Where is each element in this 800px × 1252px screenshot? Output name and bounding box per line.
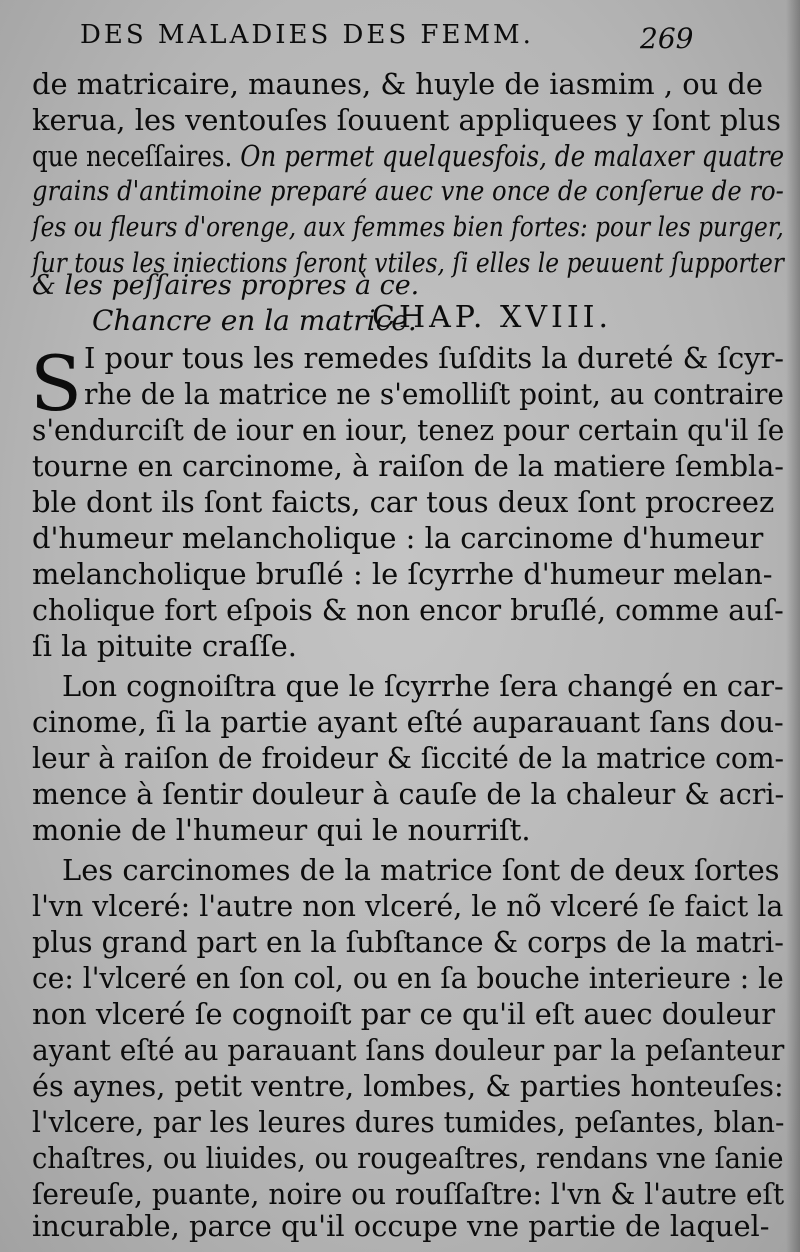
text-line: incurable, parce qu'il occupe vne partie de laquel- (32, 1209, 770, 1243)
page-number: 269 (640, 22, 694, 55)
text-line: ſereuſe, puante, noire ou rouſſaſtre: l'vn & l'autre eſt (32, 1177, 785, 1211)
text-line: plus grand part en la ſubſtance & corps de la matri- (32, 925, 784, 959)
text-line: ſi la pituite craſſe. (32, 629, 297, 663)
chapter-label: CHAP. XVIII. (372, 300, 613, 335)
text-line: cinome, ſi la partie ayant eſté auparauant ſans dou- (32, 705, 784, 739)
text-line: non vlceré ſe cognoiſt par ce qu'il eſt auec douleur (32, 997, 776, 1031)
section-title: Chancre en la matrice. (92, 304, 417, 337)
text-line: melancholique bruſlé : le ſcyrrhe d'humeur melan- (32, 557, 773, 591)
text-line: & les peſſaires propres à ce. (32, 270, 420, 301)
text-line (32, 138, 785, 174)
text-line: kerua, les ventouſes ſouuent appliquees y ſont plus (32, 103, 781, 137)
text-line: és aynes, petit ventre, lombes, & parties honteuſes: (32, 1069, 784, 1103)
text-line: I pour tous les remedes ſuſdits la dureté & ſcyr- (84, 341, 785, 375)
text-line: Lon cognoiſtra que le ſcyrrhe ſera changé en car- (62, 669, 784, 703)
text-line: Les carcinomes de la matrice ſont de deux ſortes (62, 853, 780, 887)
text-line: leur à raiſon de froideur & ſiccité de la matrice com- (32, 741, 785, 775)
text-line: ayant eſté au parauant ſans douleur par la peſanteur (32, 1033, 785, 1067)
text-line: l'vlcere, par les leures dures tumides, peſantes, blan- (32, 1105, 785, 1139)
text-line: grains d'antimoine preparé auec vne once de conſerue de ro- (32, 176, 784, 207)
page-edge-shadow (786, 0, 800, 1252)
running-header (80, 20, 720, 50)
text-segment: que neceſſaires. (32, 139, 241, 173)
drop-cap: S (30, 339, 83, 428)
text-line: monie de l'humeur qui le nourriſt. (32, 813, 531, 847)
italic-segment: On permet quelquesfois, de malaxer quatre (240, 139, 785, 173)
text-line: ble dont ils ſont faicts, car tous deux ſont procreez (32, 485, 775, 519)
text-line: chaſtres, ou liuides, ou rougeaſtres, rendans vne ſanie (32, 1141, 784, 1175)
running-title: DES MALADIES DES FEMM. (80, 20, 534, 50)
text-line: ſur tous les iniections ſeront vtiles, ſi elles le peuuent ſupporter (32, 248, 784, 279)
text-line: tourne en carcinome, à raiſon de la matiere ſembla- (32, 449, 784, 483)
text-line: l'vn vlceré: l'autre non vlceré, le nõ vlceré ſe faict la (32, 889, 784, 923)
text-line: rhe de la matrice ne s'emolliſt point, au contraire (84, 377, 784, 411)
text-line: ce: l'vlceré en ſon col, ou en ſa bouche interieure : le (32, 961, 784, 995)
text-line: ſes ou fleurs d'orenge, aux femmes bien fortes: pour les purger, (32, 212, 784, 243)
text-line: mence à ſentir douleur à cauſe de la chaleur & acri- (32, 777, 785, 811)
text-line: cholique fort eſpois & non encor bruſlé, comme auſ- (32, 593, 784, 627)
text-line: s'endurciſt de iour en iour, tenez pour certain qu'il ſe (32, 413, 785, 447)
text-line: de matricaire, maunes, & huyle de iasmim , ou de (32, 67, 764, 101)
text-line: d'humeur melancholique : la carcinome d'humeur (32, 521, 764, 555)
